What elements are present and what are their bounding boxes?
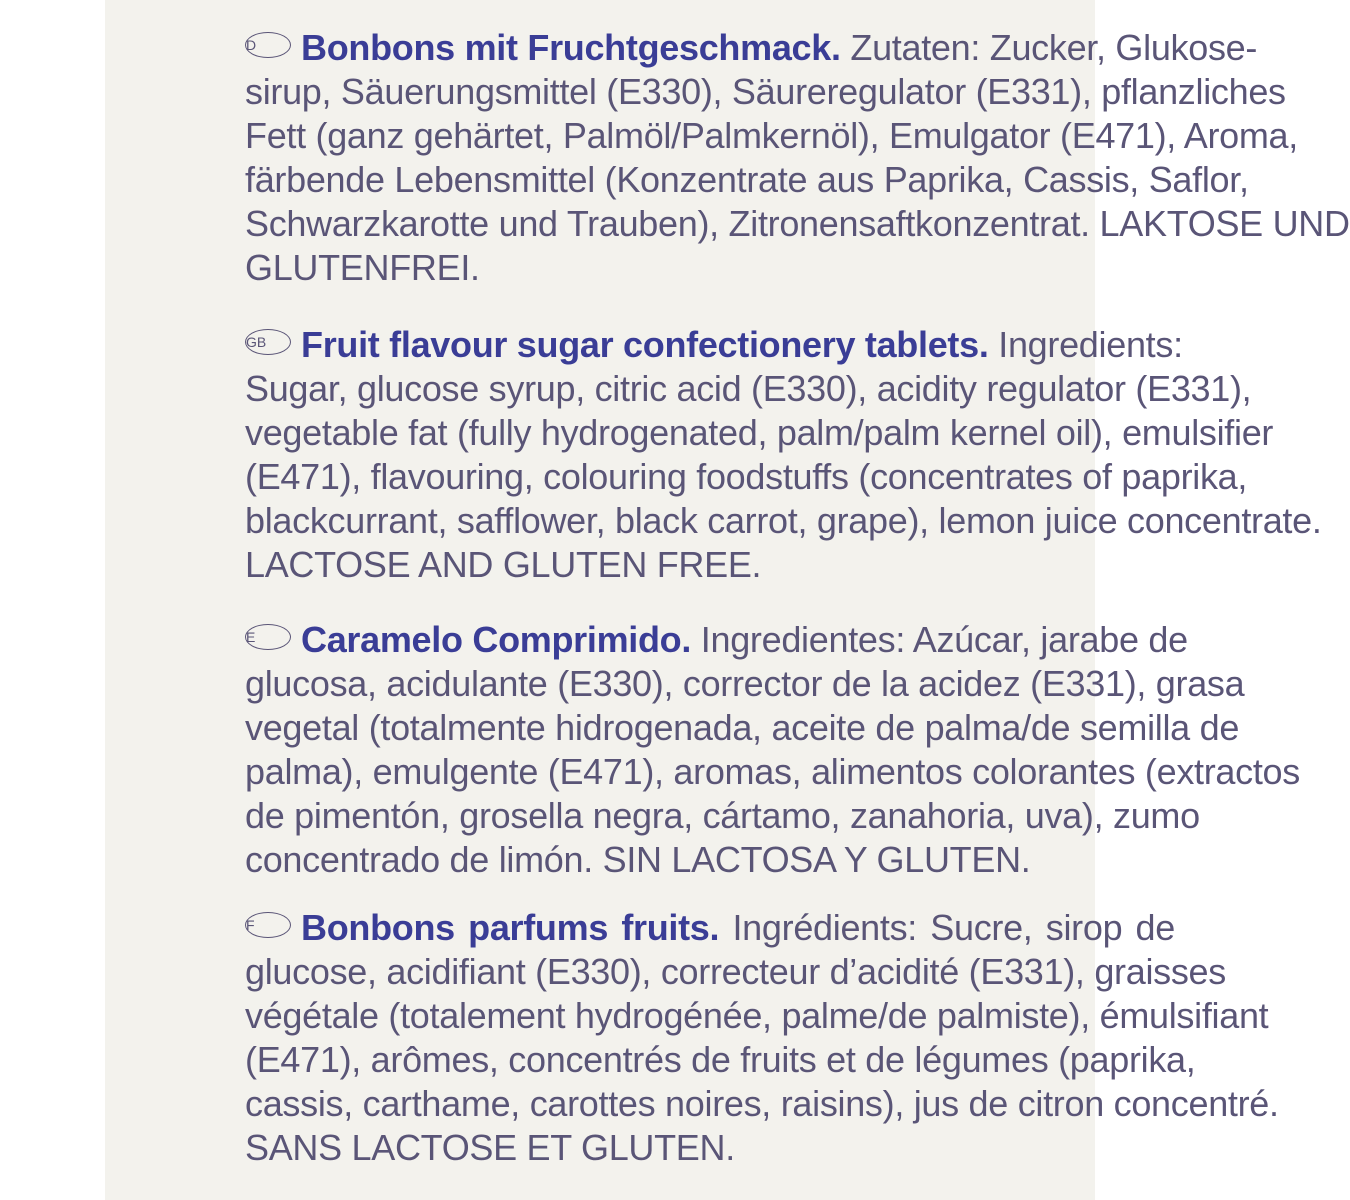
ingredients-line: Fett (ganz gehärtet, Palmöl/Palmkernöl), Emulgator (E471), Aroma, xyxy=(245,115,1298,156)
language-badge-f: F xyxy=(245,912,291,938)
ingredients-line: palma), emulgente (E471), aromas, alimentos colorantes (extractos xyxy=(245,751,1300,792)
ingredients-block-english xyxy=(245,323,1322,587)
ingredients-intro: Zutaten: Zucker, Glukose- xyxy=(850,27,1258,68)
ingredients-intro: Ingrédients: Sucre, sirop de xyxy=(732,907,1175,948)
product-heading: Caramelo Comprimido. xyxy=(301,619,692,660)
product-heading: Fruit flavour sugar confectionery tablets. xyxy=(301,324,989,365)
ingredients-line: SANS LACTOSE ET GLUTEN. xyxy=(245,1127,735,1168)
ingredients-line: de pimentón, grosella negra, cártamo, zanahoria, uva), zumo xyxy=(245,795,1200,836)
ingredients-block-spanish xyxy=(245,618,1300,882)
ingredients-line: glucose, acidifiant (E330), correcteur d’acidité (E331), graisses xyxy=(245,951,1226,992)
ingredients-block-french xyxy=(245,906,1279,1170)
ingredients-line: Schwarzkarotte und Trauben), Zitronensaftkonzentrat. LAKTOSE UND xyxy=(245,203,1350,244)
product-heading: Bonbons mit Fruchtgeschmack. xyxy=(301,27,841,68)
ingredients-line: GLUTENFREI. xyxy=(245,247,480,288)
first-line xyxy=(245,26,1258,70)
first-line xyxy=(245,323,1183,367)
ingredients-line: LACTOSE AND GLUTEN FREE. xyxy=(245,544,762,585)
ingredients-line: concentrado de limón. SIN LACTOSA Y GLUTEN. xyxy=(245,839,1031,880)
ingredients-line: Sugar, glucose syrup, citric acid (E330), acidity regulator (E331), xyxy=(245,368,1252,409)
ingredients-intro: Ingredientes: Azúcar, jarabe de xyxy=(700,619,1188,660)
first-line xyxy=(245,618,1188,662)
language-badge-e: E xyxy=(245,624,291,650)
ingredients-line: blackcurrant, safflower, black carrot, grape), lemon juice concentrate. xyxy=(245,500,1322,541)
ingredients-line: glucosa, acidulante (E330), corrector de la acidez (E331), grasa xyxy=(245,663,1245,704)
ingredients-line: vegetable fat (fully hydrogenated, palm/palm kernel oil), emulsifier xyxy=(245,412,1274,453)
ingredients-line: (E471), arômes, concentrés de fruits et de légumes (paprika, xyxy=(245,1039,1196,1080)
ingredients-line: cassis, carthame, carottes noires, raisins), jus de citron concentré. xyxy=(245,1083,1279,1124)
language-badge-de: D xyxy=(245,32,291,58)
ingredients-line: végétale (totalement hydrogénée, palme/de palmiste), émulsifiant xyxy=(245,995,1269,1036)
ingredients-block-german xyxy=(245,26,1350,290)
first-line xyxy=(245,906,1175,950)
ingredients-intro: Ingredients: xyxy=(998,324,1183,365)
ingredient-label-panel xyxy=(105,0,1350,1200)
ingredients-line: färbende Lebensmittel (Konzentrate aus Paprika, Cassis, Saflor, xyxy=(245,159,1249,200)
ingredients-line: sirup, Säuerungsmittel (E330), Säureregulator (E331), pflanzliches xyxy=(245,71,1286,112)
language-badge-gb: GB xyxy=(245,329,291,355)
ingredients-line: vegetal (totalmente hidrogenada, aceite de palma/de semilla de xyxy=(245,707,1240,748)
ingredients-line: (E471), flavouring, colouring foodstuffs (concentrates of paprika, xyxy=(245,456,1248,497)
product-heading: Bonbons parfums fruits. xyxy=(301,907,720,948)
